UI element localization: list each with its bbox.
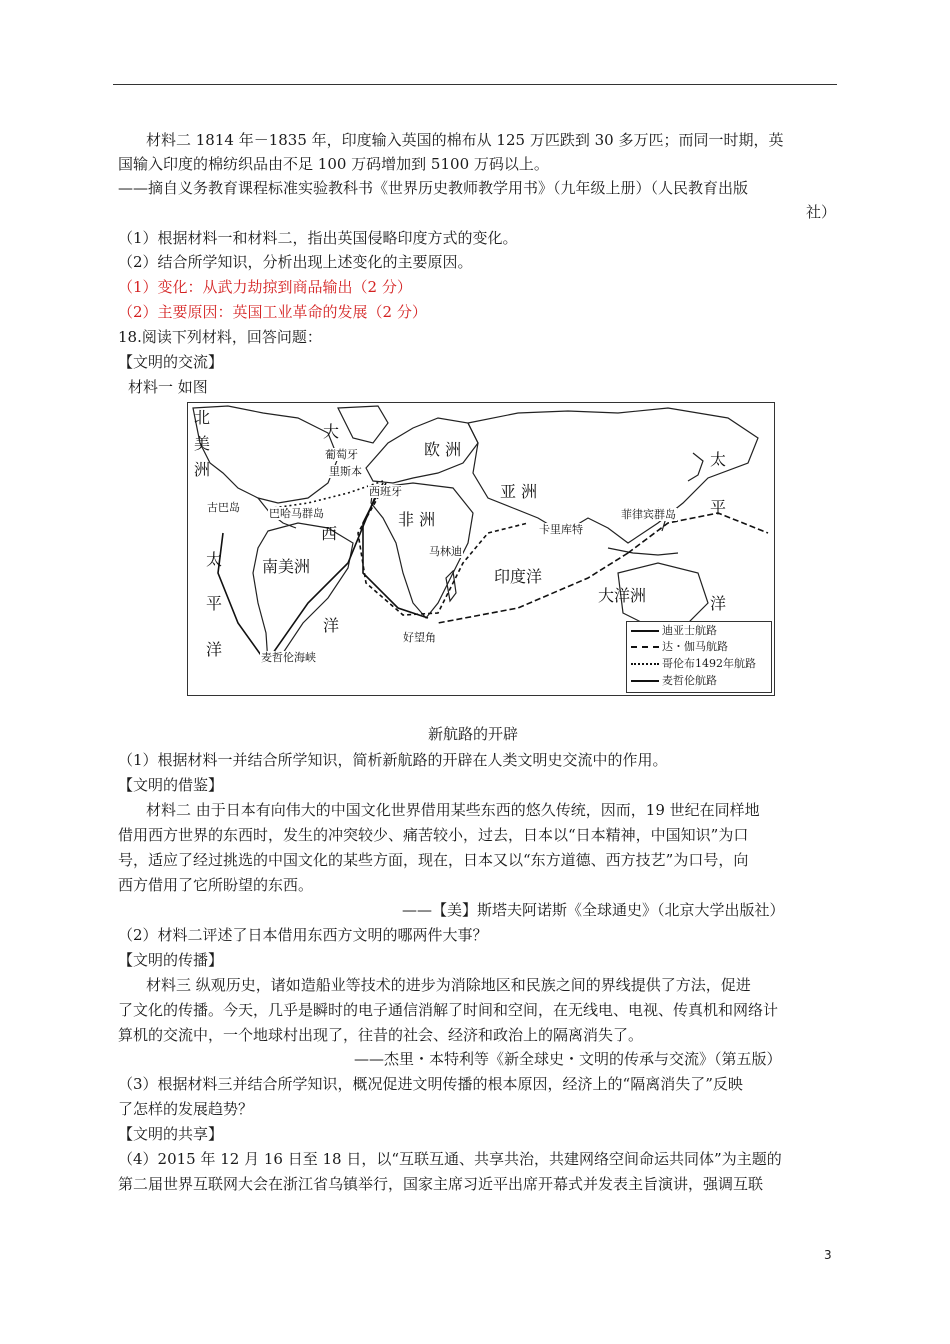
label-indian-ocean: 印度洋	[494, 567, 543, 586]
label-north-america-1: 北	[194, 408, 211, 427]
page-number: 3	[824, 1248, 832, 1262]
question-18-intro: 18.阅读下列材料，回答问题：	[118, 328, 322, 346]
answer-1: （1）变化：从武力劫掠到商品输出（2 分）	[118, 278, 412, 296]
label-pacific-e-2: 平	[710, 498, 727, 517]
question-18-4-line-1: （4）2015 年 12 月 16 日至 18 日，以“互联互通、共享共治，共建网络空间命运共同体”为主题的	[118, 1150, 782, 1168]
place-malindi: 马林迪	[429, 545, 462, 558]
label-north-america-2: 美	[194, 434, 211, 453]
label-north-america-3: 洲	[194, 460, 211, 479]
place-bahamas: 巴哈马群岛	[269, 507, 324, 520]
question-18-1: （1）根据材料一并结合所学知识，简析新航路的开辟在人类文明史交流中的作用。	[118, 751, 668, 769]
place-cape: 好望角	[403, 631, 436, 644]
legend-columbus: 哥伦布1492年航路	[631, 657, 756, 671]
place-magellan-strait: 麦哲伦海峡	[261, 651, 316, 664]
section-heading-spread: 【文明的传播】	[118, 951, 224, 969]
question-18-4-line-2: 第二届世界互联网大会在浙江省乌镇举行，国家主席习近平出席开幕式并发表主旨演讲，强调互联	[118, 1175, 764, 1193]
question-18-3-line-2: 了怎样的发展趋势？	[118, 1100, 254, 1118]
question-18-3-line-1: （3）根据材料三并结合所学知识，概况促进文明传播的根本原因，经济上的“隔离消失了”反映	[118, 1075, 743, 1093]
place-cuba: 古巴岛	[207, 501, 240, 514]
legend-da-gama: 达・伽马航路	[631, 640, 728, 654]
label-atlantic-1: 大	[323, 422, 340, 441]
material-2-line-2: 国输入印度的棉纺织品由不足 100 万码增加到 5100 万码以上。	[118, 155, 549, 173]
material-3-line-3: 算机的交流中，一个地球村出现了，往昔的社会、经济和政治上的隔离消失了。	[118, 1026, 644, 1044]
place-portugal: 葡萄牙	[325, 448, 358, 461]
material-2b-line-4: 西方借用了它所盼望的东西。	[118, 876, 314, 894]
section-heading-borrowing: 【文明的借鉴】	[118, 776, 224, 794]
material-1-label: 材料一 如图	[128, 378, 208, 396]
label-south-america: 南美洲	[262, 557, 311, 576]
question-18-2: （2）材料二评述了日本借用东西方文明的哪两件大事？	[118, 926, 488, 944]
new-routes-map	[187, 402, 775, 696]
legend-magellan: 麦哲伦航路	[631, 674, 717, 688]
material-2b-line-2: 借用西方世界的东西时，发生的冲突较少、痛苦较小，过去，日本以“日本精神，中国知识”为口	[118, 826, 749, 844]
header-rule	[113, 84, 837, 85]
material-3-line-2: 了文化的传播。今天，几乎是瞬时的电子通信消解了时间和空间，在无线电、电视、传真机和网络计	[118, 1001, 779, 1019]
place-calicut: 卡里库特	[539, 523, 583, 536]
label-oceania: 大洋洲	[598, 586, 647, 605]
question-1: （1）根据材料一和材料二，指出英国侵略印度方式的变化。	[118, 229, 518, 247]
label-pacific-e-1: 太	[710, 450, 727, 469]
place-spain: 西班牙	[369, 485, 402, 498]
label-pacific-w-2: 平	[206, 594, 223, 613]
legend-dias: 迪亚士航路	[631, 624, 717, 638]
map-legend	[626, 621, 772, 693]
citation-line-2: 社）	[806, 203, 837, 221]
answer-2: （2）主要原因：英国工业革命的发展（2 分）	[118, 303, 427, 321]
label-pacific-e-3: 洋	[710, 594, 727, 613]
material-2-line-1: 材料二 1814 年－1835 年，印度输入英国的棉布从 125 万匹跌到 30 多万匹；而同一时期，英	[146, 131, 784, 149]
question-2: （2）结合所学知识，分析出现上述变化的主要原因。	[118, 253, 473, 271]
citation-line-1: ——摘自义务教育课程标准实验教科书《世界历史教师教学用书》（九年级上册）（人民教育出版	[118, 179, 749, 197]
map-caption: 新航路的开辟	[428, 725, 519, 743]
citation-global-history: ——【美】斯塔夫阿诺斯《全球通史》（北京大学出版社）	[402, 901, 785, 919]
label-africa: 非 洲	[398, 510, 436, 529]
label-atlantic-3: 洋	[323, 616, 340, 635]
section-heading-exchange: 【文明的交流】	[118, 353, 224, 371]
citation-new-global-history: ——杰里・本特利等《新全球史・文明的传承与交流》（第五版）	[354, 1050, 782, 1068]
label-pacific-w-3: 洋	[206, 640, 223, 659]
material-3-line-1: 材料三 纵观历史，诸如造船业等技术的进步为消除地区和民族之间的界线提供了方法，促进	[146, 976, 751, 994]
section-heading-sharing: 【文明的共享】	[118, 1125, 224, 1143]
label-europe: 欧 洲	[424, 440, 462, 459]
label-asia: 亚 洲	[500, 482, 538, 501]
place-lisbon: 里斯本	[329, 465, 362, 478]
place-philippines: 菲律宾群岛	[621, 508, 676, 521]
material-2b-line-1: 材料二 由于日本有向伟大的中国文化世界借用某些东西的悠久传统，因而，19 世纪在同样地	[146, 801, 760, 819]
label-atlantic-2: 西	[321, 524, 338, 543]
label-pacific-w-1: 太	[206, 550, 223, 569]
material-2b-line-3: 号，适应了经过挑选的中国文化的某些方面，现在，日本又以“东方道德、西方技艺”为口号，向	[118, 851, 749, 869]
